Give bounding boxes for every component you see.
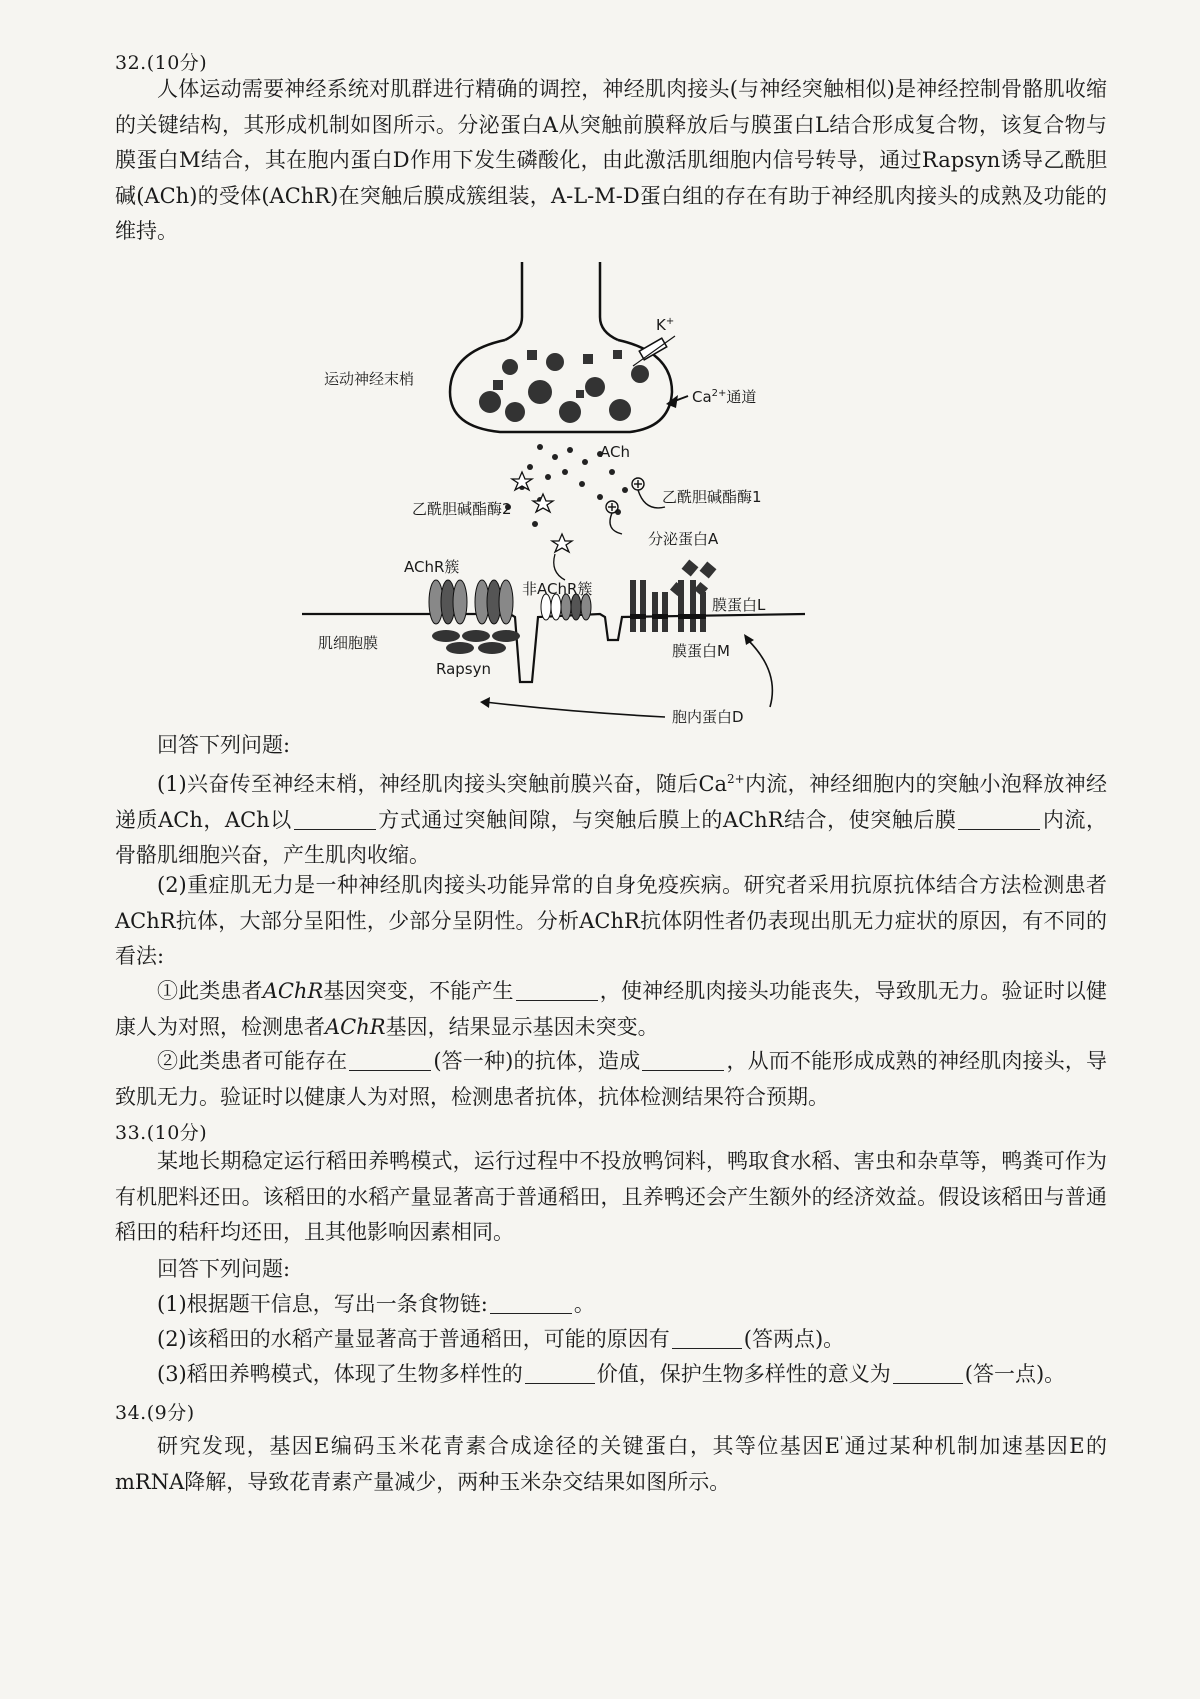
neuromuscular-junction-diagram <box>300 262 900 802</box>
answer-blank[interactable] <box>893 1363 963 1384</box>
axon-wall-left <box>505 262 522 340</box>
ache2-label: 乙酰胆碱酯酶2 <box>412 500 512 518</box>
intracellular-protein-d-label: 胞内蛋白D <box>672 708 744 726</box>
achr-cluster-label: AChR簇 <box>404 558 460 576</box>
vesicle <box>559 401 581 423</box>
q33-sub2: (2)该稻田的水稻产量显著高于普通稻田，可能的原因有 (答两点)。 <box>157 1327 845 1351</box>
answer-blank[interactable] <box>516 980 598 1001</box>
k-channel <box>633 336 675 366</box>
q32-header: 32.(10分) <box>115 52 208 74</box>
vesicle <box>609 399 631 421</box>
answer-blank[interactable] <box>672 1328 742 1349</box>
motor-nerve-terminal-label: 运动神经末梢 <box>324 370 415 388</box>
vesicle <box>631 365 649 383</box>
q32-sub2-view1: ①此类患者AChR基因突变，不能产生 ，使神经肌肉接头功能丧失，导致肌无力。验证时以健康人为对照，检测患者AChR基因，结果显示基因未突变。 <box>115 979 1108 1039</box>
achr-cluster <box>429 580 513 624</box>
vesicle <box>502 359 518 375</box>
answer-blank[interactable] <box>294 809 376 830</box>
vesicle <box>493 380 503 390</box>
vesicle <box>613 350 622 359</box>
non-achr-cluster-label: 非AChR簇 <box>522 580 593 598</box>
vesicle <box>528 380 552 404</box>
membrane-protein-l-m <box>630 580 706 632</box>
q33-header: 33.(10分) <box>115 1122 208 1144</box>
answer-blank[interactable] <box>958 809 1040 830</box>
muscle-membrane-label: 肌细胞膜 <box>318 634 379 652</box>
vesicle <box>505 402 525 422</box>
vesicle <box>585 377 605 397</box>
q32-sub2-intro: (2)重症肌无力是一种神经肌肉接头功能异常的自身免疫疾病。研究者采用抗原抗体结合方法检测患者AChR抗体，大部分呈阳性，少部分呈阴性。分析AChR抗体阴性者仍表现出肌无力症状的原因，有不同的看法: <box>115 873 1107 968</box>
answer-blank[interactable] <box>642 1050 724 1071</box>
q34-intro: 研究发现，基因E编码玉米花青素合成途径的关键蛋白，其等位基因E'通过某种机制加速基因E的mRNA降解，导致花青素产量减少，两种玉米杂交结果如图所示。 <box>115 1434 1107 1494</box>
membrane-protein-l-label: 膜蛋白L <box>712 596 766 614</box>
rapsyn-label: Rapsyn <box>436 660 492 678</box>
k-ion-label: K+ <box>656 316 675 334</box>
vesicle <box>576 390 584 398</box>
vesicle <box>583 354 593 364</box>
synaptic-vesicles <box>479 350 649 423</box>
q33-sub1: (1)根据题干信息，写出一条食物链: 。 <box>157 1292 595 1316</box>
answer-blank[interactable] <box>525 1363 595 1384</box>
axon-wall-right <box>600 262 618 340</box>
ca-channel-label: $Ca^{2+}$通道 <box>692 388 757 406</box>
secreted-protein-a-label: 分泌蛋白A <box>648 530 719 548</box>
q34-header: 34.(9分) <box>115 1402 195 1424</box>
answer-blank[interactable] <box>490 1293 572 1314</box>
q33-sub3: (3)稻田养鸭模式，体现了生物多样性的 价值，保护生物多样性的意义为 (答一点)。 <box>157 1362 1066 1386</box>
q32-answer-prompt: 回答下列问题: <box>157 733 291 757</box>
q32-intro: 人体运动需要神经系统对肌群进行精确的调控，神经肌肉接头(与神经突触相似)是神经控制骨骼肌收缩的关键结构，其形成机制如图所示。分泌蛋白A从突触前膜释放后与膜蛋白L结合形成复合物，该复合物与膜蛋白M结合，其在胞内蛋白D作用下发生磷酸化，由此激活肌细胞内信号转导，通过Rapsyn诱导乙酰胆碱(ACh)的受体(AChR)在突触后膜成簇组装，A-L-M-D蛋白组的存在有助于神经肌肉接头的成熟及功能的维持。 <box>115 77 1107 243</box>
protein-d-arrow-up <box>748 640 772 707</box>
vesicle <box>527 350 537 360</box>
ach-label: ACh <box>600 443 630 461</box>
q32-sub2-view2: ②此类患者可能存在 (答一种)的抗体，造成 ，从而不能形成成熟的神经肌肉接头，导致肌无力。验证时以健康人为对照，检测患者抗体，抗体检测结果符合预期。 <box>115 1049 1107 1109</box>
q32-sub1: (1)兴奋传至神经末梢，神经肌肉接头突触前膜兴奋，随后$Ca^{2+}$内流，神经细胞内的突触小泡释放神经递质ACh，ACh以 方式通过突触间隙，与突触后膜上的AChR结合，使突触后膜 内流，骨骼肌细胞兴奋，产生肌肉收缩。 <box>115 772 1107 867</box>
q33-intro: 某地长期稳定运行稻田养鸭模式，运行过程中不投放鸭饲料，鸭取食水稻、害虫和杂草等，鸭粪可作为有机肥料还田。该稻田的水稻产量显著高于普通稻田，且养鸭还会产生额外的经济效益。假设该稻田与普通稻田的秸秆均还田，且其他影响因素相同。 <box>115 1149 1107 1244</box>
ache1-enzyme <box>606 478 665 534</box>
vesicle <box>479 391 501 413</box>
q33-answer-prompt: 回答下列问题: <box>157 1257 291 1281</box>
ache1-label: 乙酰胆碱酯酶1 <box>662 488 762 506</box>
membrane-protein-m-label: 膜蛋白M <box>672 642 730 660</box>
answer-blank[interactable] <box>349 1050 431 1071</box>
protein-d-arrow-left <box>485 702 665 717</box>
vesicle <box>546 353 564 371</box>
rapsyn-protein <box>432 630 520 654</box>
